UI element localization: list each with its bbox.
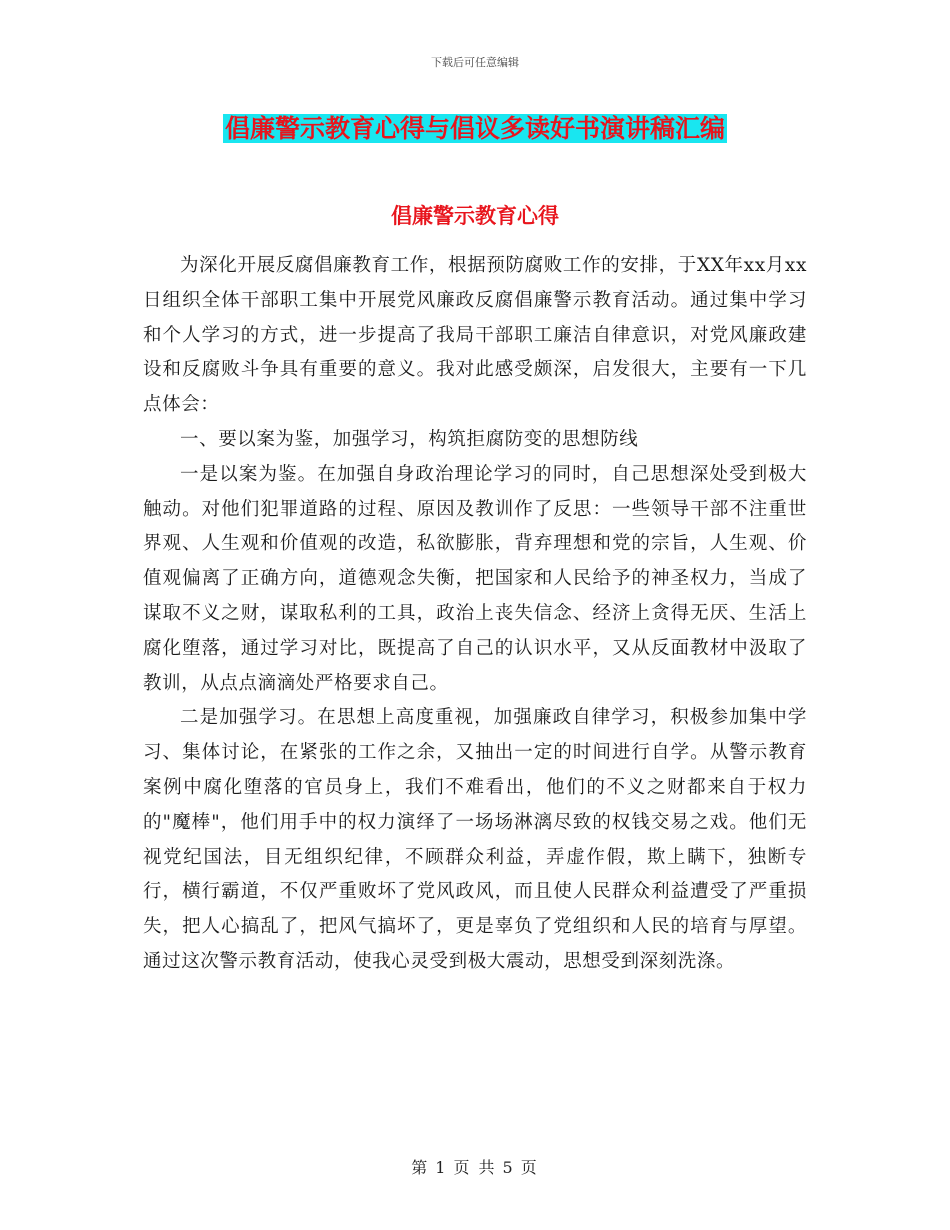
footer-prefix: 第 xyxy=(411,1158,430,1177)
footer-suffix: 页 xyxy=(520,1158,539,1177)
page-footer xyxy=(0,1155,950,1178)
footer-current-page: 1 xyxy=(435,1158,448,1177)
paragraph-point-1: 一是以案为鉴。在加强自身政治理论学习的同时，自己思想深处受到极大触动。对他们犯罪道路的过程、原因及教训作了反思：一些领导干部不注重世界观、人生观和价值观的改造，私欲膨胀，背弃理想和党的宗旨，人生观、价值观偏离了正确方向，道德观念失衡，把国家和人民给予的神圣权力，当成了谋取不义之财，谋取私利的工具，政治上丧失信念、经济上贪得无厌、生活上腐化堕落，通过学习对比，既提高了自己的认识水平，又从反面教材中汲取了教训，从点点滴滴处严格要求自己。 xyxy=(143,463,807,694)
footer-total-pages: 5 xyxy=(502,1158,515,1177)
header-note: 下载后可任意编辑 xyxy=(431,56,519,69)
footer-middle: 页 共 xyxy=(453,1158,497,1177)
paragraph-intro: 为深化开展反腐倡廉教育工作，根据预防腐败工作的安排，于XX年xx月xx日组织全体干部职工集中开展党风廉政反腐倡廉警示教育活动。通过集中学习和个人学习的方式，进一步提高了我局干部职工廉洁自律意识，对党风廉政建设和反腐败斗争具有重要的意义。我对此感受颇深，启发很大，主要有一下几点体会： xyxy=(143,255,807,416)
document-title xyxy=(0,112,950,146)
paragraph-point-2: 二是加强学习。在思想上高度重视，加强廉政自律学习，积极参加集中学习、集体讨论，在紧张的工作之余，又抽出一定的时间进行自学。从警示教育案例中腐化堕落的官员身上，我们不难看出，他们的不义之财都来自于权力的"魔棒"，他们用手中的权力演绎了一场场淋漓尽致的权钱交易之戏。他们无视党纪国法，目无组织纪律，不顾群众利益，弄虚作假，欺上瞒下，独断专行，横行霸道，不仅严重败坏了党风政风，而且使人民群众利益遭受了严重损失，把人心搞乱了，把风气搞坏了，更是辜负了党组织和人民的培育与厚望。通过这次警示教育活动，使我心灵受到极大震动，思想受到深刻洗涤。 xyxy=(143,707,807,972)
paragraph-heading-1: 一、要以案为鉴，加强学习，构筑拒腐防变的思想防线 xyxy=(180,428,639,450)
document-body xyxy=(143,249,807,980)
document-title-text: 倡廉警示教育心得与倡议多读好书演讲稿汇编 xyxy=(224,114,725,143)
section-title: 倡廉警示教育心得 xyxy=(391,203,559,228)
